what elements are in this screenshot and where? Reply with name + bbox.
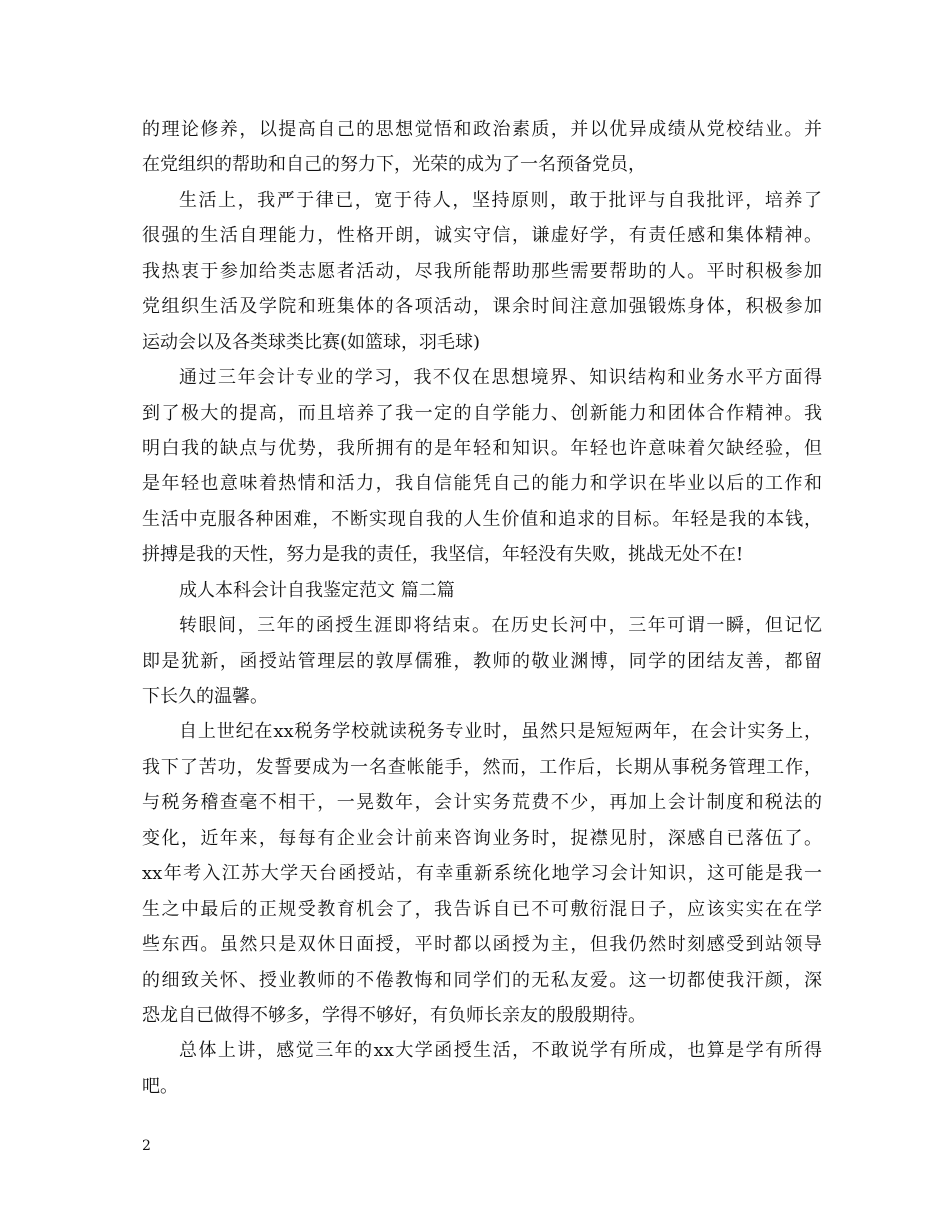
text-line: 生活上，我严于律已，宽于待人，坚持原则，敢于批评与自我批评，培养了 bbox=[179, 189, 822, 211]
text-line: 我热衷于参加给类志愿者活动，尽我所能帮助那些需要帮助的人。平时积极参加 bbox=[142, 260, 822, 282]
text-line: 生之中最后的正规受教育机会了，我告诉自已不可敷衍混日子，应该实实在在学 bbox=[142, 898, 822, 920]
paragraph bbox=[142, 1033, 822, 1104]
text-line: 在党组织的帮助和自己的努力下，光荣的成为了一名预备党员， bbox=[142, 154, 646, 176]
document-body bbox=[142, 112, 822, 1104]
text-line: 生活中克服各种困难，不断实现自我的人生价值和追求的目标。年轻是我的本钱， bbox=[142, 508, 822, 530]
text-line: 即是犹新，函授站管理层的敦厚儒雅，教师的敬业渊博，同学的团结友善，都留 bbox=[142, 650, 822, 672]
text-line: 与税务稽查毫不相干，一晃数年，会计实务荒费不少，再加上会计制度和税法的 bbox=[142, 792, 822, 814]
text-line: 是年轻也意味着热情和活力，我自信能凭自己的能力和学识在毕业以后的工作和 bbox=[142, 473, 822, 495]
page-number: 2 bbox=[142, 1138, 151, 1154]
paragraph bbox=[142, 608, 822, 714]
text-line: 到了极大的提高，而且培养了我一定的自学能力、创新能力和团体合作精神。我 bbox=[142, 402, 822, 424]
text-line: xx年考入江苏大学天台函授站，有幸重新系统化地学习会计知识，这可能是我一 bbox=[142, 863, 822, 885]
paragraph bbox=[142, 573, 822, 608]
paragraph bbox=[142, 360, 822, 573]
text-line: 的理论修养，以提高自己的思想觉悟和政治素质，并以优异成绩从党校结业。并 bbox=[142, 119, 822, 140]
text-line: 拼搏是我的天性，努力是我的责任，我坚信，年轻没有失败，挑战无处不在! bbox=[142, 544, 744, 566]
text-line: 我下了苦功，发誓要成为一名查帐能手，然而，工作后，长期从事税务管理工作， bbox=[142, 756, 822, 778]
text-line: 明白我的缺点与优势，我所拥有的是年轻和知识。年轻也许意味着欠缺经验，但 bbox=[142, 437, 822, 459]
text-line: 恐龙自已做得不够多，学得不够好，有负师长亲友的殷殷期待。 bbox=[142, 1004, 646, 1026]
text-line: 党组织生活及学院和班集体的各项活动，课余时间注意加强锻炼身体，积极参加 bbox=[142, 296, 822, 318]
paragraph bbox=[142, 183, 822, 360]
text-line: 变化，近年来，每每有企业会计前来咨询业务时，捉襟见肘，深感自已落伍了。 bbox=[142, 827, 822, 849]
text-line: 吧。 bbox=[142, 1075, 178, 1097]
text-line: 通过三年会计专业的学习，我不仅在思想境界、知识结构和业务水平方面得 bbox=[179, 367, 822, 389]
text-line: 运动会以及各类球类比赛(如篮球，羽毛球) bbox=[142, 331, 481, 353]
text-line: 转眼间，三年的函授生涯即将结束。在历史长河中，三年可谓一瞬，但记忆 bbox=[179, 615, 822, 637]
text-line: 些东西。虽然只是双休日面授，平时都以函授为主，但我仍然时刻感受到站领导 bbox=[142, 934, 822, 956]
paragraph bbox=[142, 112, 822, 183]
paragraph bbox=[142, 714, 822, 1033]
text-line: 很强的生活自理能力，性格开朗，诚实守信，谦虚好学，有责任感和集体精神。 bbox=[142, 225, 822, 247]
text-line: 成人本科会计自我鉴定范文 篇二篇 bbox=[179, 579, 455, 601]
text-line: 总体上讲，感觉三年的xx大学函授生活，不敢说学有所成，也算是学有所得 bbox=[179, 1040, 822, 1062]
text-line: 的细致关怀、授业教师的不倦教悔和同学们的无私友爱。这一切都使我汗颜，深 bbox=[142, 969, 822, 991]
text-line: 下长久的温馨。 bbox=[142, 686, 268, 707]
text-line: 自上世纪在xx税务学校就读税务专业时，虽然只是短短两年，在会计实务上， bbox=[179, 721, 822, 743]
